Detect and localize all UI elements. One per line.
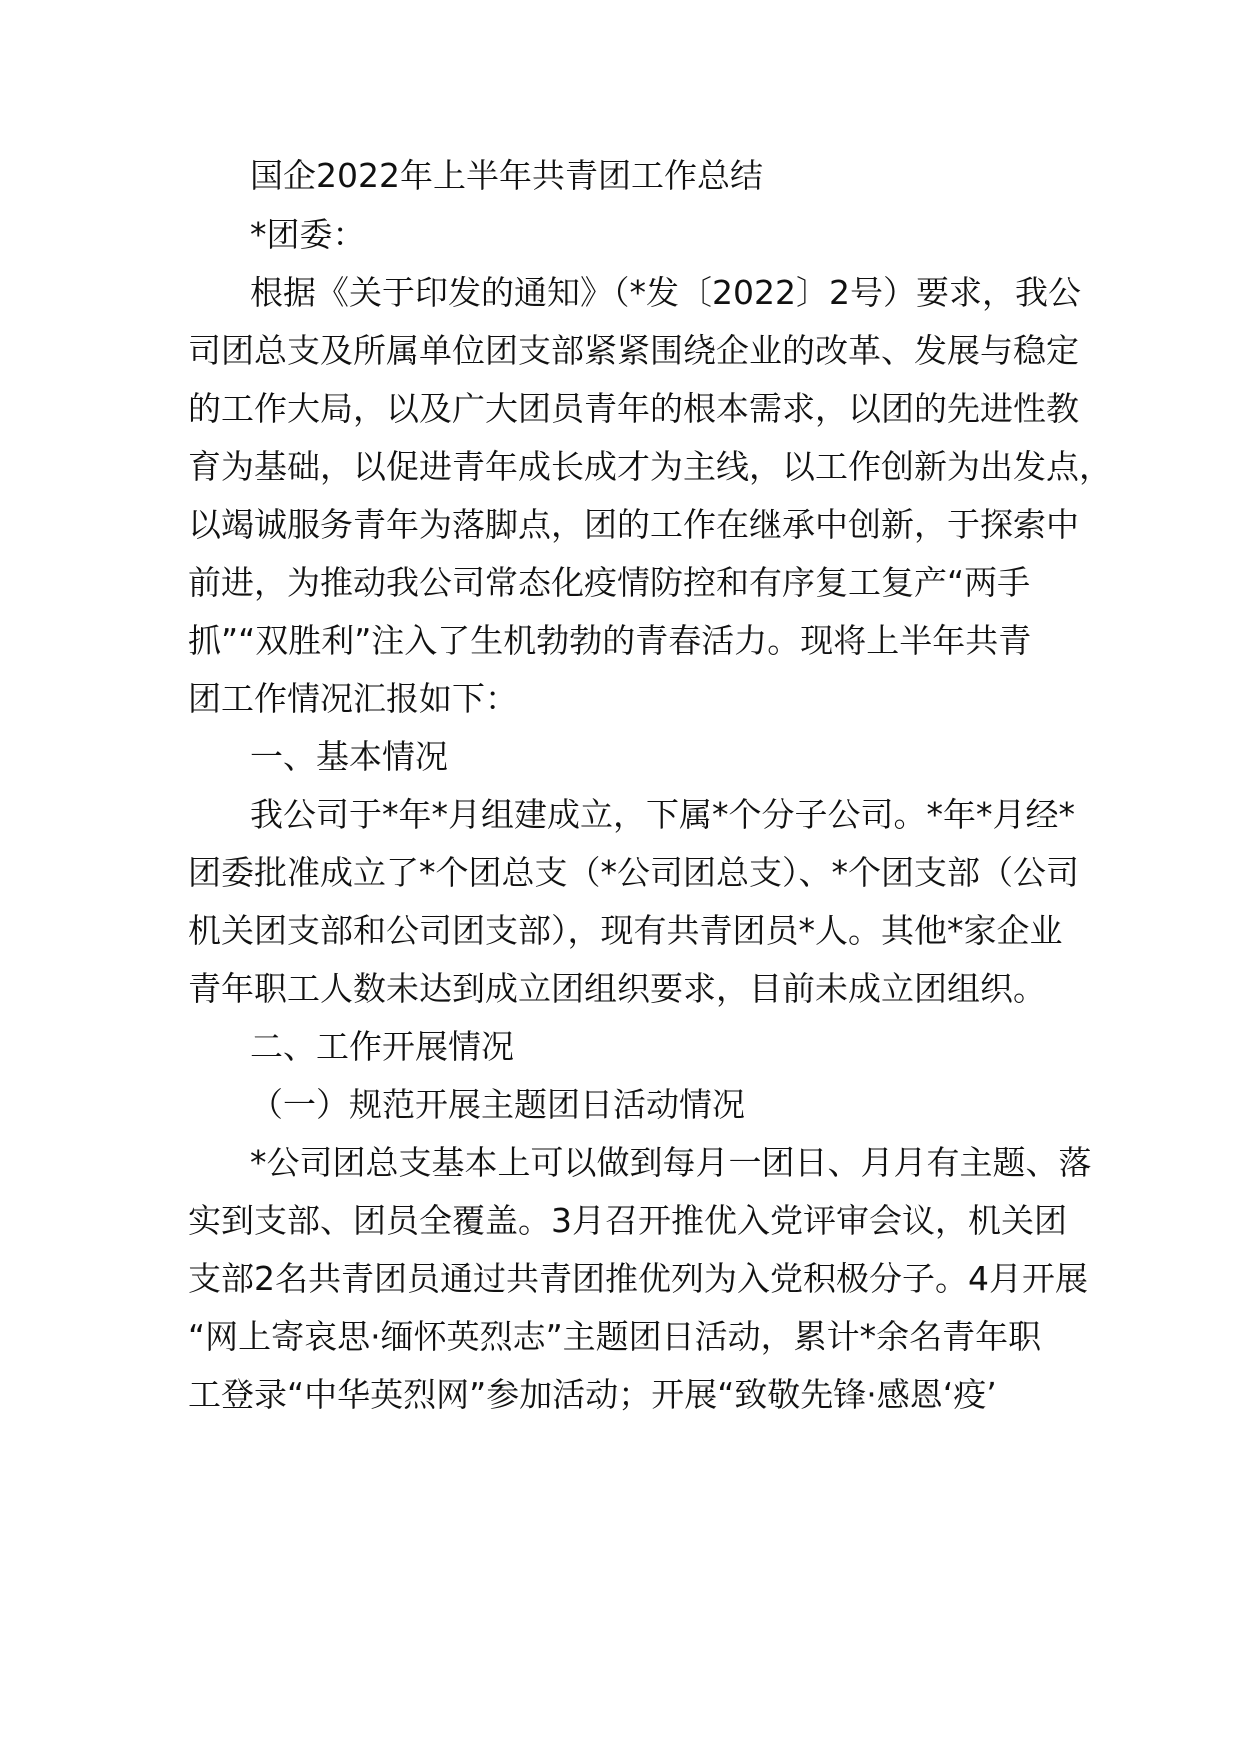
document-title: 国企2022年上半年共青团工作总结 bbox=[250, 156, 763, 195]
paragraph-line: 团工作情况汇报如下： bbox=[188, 679, 518, 718]
paragraph-line: 的工作大局，以及广大团员青年的根本需求，以团的先进性教 bbox=[188, 389, 1079, 428]
paragraph-line: 抓”“双胜利”注入了生机勃勃的青春活力。现将上半年共青 bbox=[188, 621, 1032, 660]
paragraph-line: 青年职工人数未达到成立团组织要求，目前未成立团组织。 bbox=[188, 969, 1046, 1008]
paragraph-line: 我公司于*年*月组建成立，下属*个分子公司。*年*月经* bbox=[250, 795, 1075, 834]
paragraph-line: *公司团总支基本上可以做到每月一团日、月月有主题、落 bbox=[250, 1143, 1092, 1182]
salutation: *团委： bbox=[250, 215, 366, 254]
paragraph-line: 支部2名共青团员通过共青团推优列为入党积极分子。4月开展 bbox=[188, 1259, 1088, 1298]
paragraph-line: 实到支部、团员全覆盖。3月召开推优入党评审会议，机关团 bbox=[188, 1201, 1067, 1240]
paragraph-line: 工登录“中华英烈网”参加活动；开展“致敬先锋·感恩‘疫’ bbox=[188, 1375, 997, 1414]
paragraph-line: 司团总支及所属单位团支部紧紧围绕企业的改革、发展与稳定 bbox=[188, 331, 1079, 370]
paragraph-line: 前进，为推动我公司常态化疫情防控和有序复工复产“两手 bbox=[188, 563, 1031, 602]
paragraph-line: 根据《关于印发的通知》（*发〔2022〕2号）要求，我公 bbox=[250, 273, 1081, 312]
paragraph-line: 以竭诚服务青年为落脚点，团的工作在继承中创新，于探索中 bbox=[188, 505, 1079, 544]
section-heading: 二、工作开展情况 bbox=[250, 1027, 514, 1066]
section-heading: 一、基本情况 bbox=[250, 737, 448, 776]
paragraph-line: 育为基础，以促进青年成长成才为主线，以工作创新为出发点， bbox=[188, 447, 1112, 486]
paragraph-line: 机关团支部和公司团支部），现有共青团员*人。其他*家企业 bbox=[188, 911, 1063, 950]
paragraph-line: “网上寄哀思·缅怀英烈志”主题团日活动，累计*余名青年职 bbox=[188, 1317, 1042, 1356]
subsection-heading: （一）规范开展主题团日活动情况 bbox=[250, 1085, 745, 1124]
paragraph-line: 团委批准成立了*个团总支（*公司团总支）、*个团支部（公司 bbox=[188, 853, 1079, 892]
